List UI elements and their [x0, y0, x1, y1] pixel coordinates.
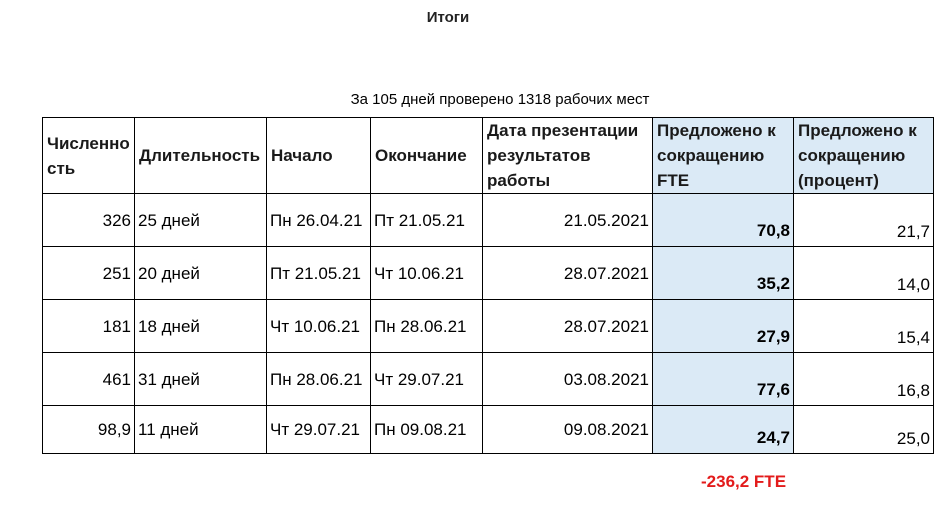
table-row: [43, 300, 934, 353]
cell-presentation-date: 21.05.2021: [483, 194, 653, 247]
cell-duration: 31 дней: [135, 353, 267, 406]
cell-start: Пт 21.05.21: [267, 247, 371, 300]
cell-start: Пн 28.06.21: [267, 353, 371, 406]
cell-presentation-date: 28.07.2021: [483, 247, 653, 300]
cell-start: Чт 29.07.21: [267, 406, 371, 454]
cell-headcount: 181: [43, 300, 135, 353]
cell-duration: 20 дней: [135, 247, 267, 300]
cell-start: Пн 26.04.21: [267, 194, 371, 247]
cell-end: Пн 28.06.21: [371, 300, 483, 353]
cell-duration: 18 дней: [135, 300, 267, 353]
cell-presentation-date: 28.07.2021: [483, 300, 653, 353]
table-row: [43, 247, 934, 300]
table-row: [43, 194, 934, 247]
cell-fte: 77,6: [653, 353, 794, 406]
cell-headcount: 251: [43, 247, 135, 300]
table-row: [43, 406, 934, 454]
cell-percent: 14,0: [794, 247, 934, 300]
cell-fte: 27,9: [653, 300, 794, 353]
header-row: [43, 118, 934, 194]
cell-headcount: 461: [43, 353, 135, 406]
cell-end: Пн 09.08.21: [371, 406, 483, 454]
cell-end: Чт 29.07.21: [371, 353, 483, 406]
total-fte-reduction: -236,2 FTE: [701, 472, 787, 491]
table-row: [43, 353, 934, 406]
cell-duration: 11 дней: [135, 406, 267, 454]
cell-presentation-date: 03.08.2021: [483, 353, 653, 406]
cell-percent: 25,0: [794, 406, 934, 454]
header-fte-reduction: Предложено к сокращению FTE: [653, 118, 794, 194]
cell-headcount: 98,9: [43, 406, 135, 454]
header-headcount: Численно сть: [43, 118, 135, 194]
header-presentation-date: Дата презентации результатов работы: [483, 118, 653, 194]
header-duration: Длительность: [135, 118, 267, 194]
header-start: Начало: [267, 118, 371, 194]
results-table: [42, 117, 934, 454]
cell-percent: 21,7: [794, 194, 934, 247]
page-title: Итоги: [426, 9, 470, 26]
cell-end: Пт 21.05.21: [371, 194, 483, 247]
cell-fte: 35,2: [653, 247, 794, 300]
subtitle: За 105 дней проверено 1318 рабочих мест: [350, 91, 650, 108]
cell-presentation-date: 09.08.2021: [483, 406, 653, 454]
cell-headcount: 326: [43, 194, 135, 247]
header-percent-reduction: Предложено к сокращению (процент): [794, 118, 934, 194]
header-end: Окончание: [371, 118, 483, 194]
cell-fte: 70,8: [653, 194, 794, 247]
cell-percent: 16,8: [794, 353, 934, 406]
cell-start: Чт 10.06.21: [267, 300, 371, 353]
cell-percent: 15,4: [794, 300, 934, 353]
cell-end: Чт 10.06.21: [371, 247, 483, 300]
cell-duration: 25 дней: [135, 194, 267, 247]
cell-fte: 24,7: [653, 406, 794, 454]
